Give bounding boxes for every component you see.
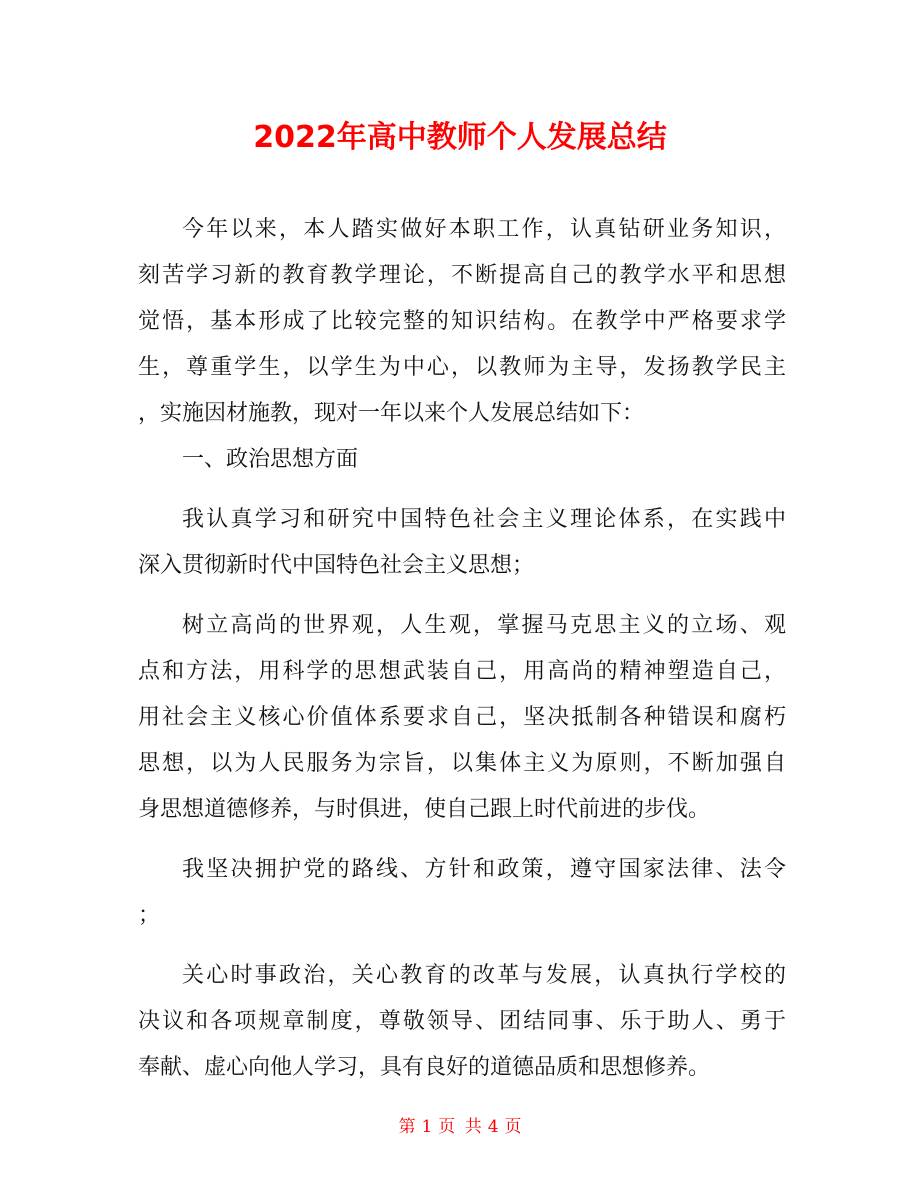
text-line: ，实施因材施教，现对一年以来个人发展总结如下： [138,401,645,426]
text-line: 树立高尚的世界观，人生观，掌握马克思主义的立场、观 [182,613,786,638]
text-line: 思想，以为人民服务为宗旨，以集体主义为原则，不断加强自 [138,751,786,776]
total-pages-number: 4 [487,1117,499,1137]
document-body [138,207,786,1091]
text-line: ； [138,903,161,928]
text-line: 用社会主义核心价值体系要求自己，坚决抵制各种错误和腐朽 [138,705,786,730]
page-label-mid: 页 共 [438,1117,482,1137]
text-line: 决议和各项规章制度，尊敬领导、团结同事、乐于助人、勇于 [138,1009,786,1034]
paragraph-study [138,497,786,589]
text-line: 今年以来，本人踏实做好本职工作，认真钻研业务知识， [182,217,786,242]
text-line: 觉悟，基本形成了比较完整的知识结构。在教学中严格要求学 [138,309,786,334]
page-footer [0,1112,920,1137]
text-line: 生，尊重学生，以学生为中心，以教师为主导，发扬教学民主 [138,355,786,380]
text-line: 点和方法，用科学的思想武装自己，用高尚的精神塑造自己， [138,659,786,684]
text-line: 关心时事政治，关心教育的改革与发展，认真执行学校的 [182,963,786,988]
text-line: 深入贯彻新时代中国特色社会主义思想； [138,553,535,578]
paragraph-worldview [138,603,786,833]
page-label-prefix: 第 [398,1117,416,1137]
current-page-number: 1 [421,1117,433,1137]
text-line: 奉献、虚心向他人学习，具有良好的道德品质和思想修养。 [138,1055,711,1080]
text-line: 身思想道德修养，与时俱进，使自己跟上时代前进的步伐。 [138,797,711,822]
paragraph-policy [138,847,786,939]
text-line: 我坚决拥护党的路线、方针和政策，遵守国家法律、法令 [182,857,786,882]
text-line: 刻苦学习新的教育教学理论，不断提高自己的教学水平和思想 [138,263,786,288]
paragraph-intro [138,207,786,437]
heading-line: 一、政治思想方面 [182,447,359,472]
page-title: 2022年高中教师个人发展总结 [253,120,667,155]
section-heading [138,437,786,483]
page-label-suffix: 页 [504,1117,522,1137]
paragraph-affairs [138,953,786,1091]
text-line: 我认真学习和研究中国特色社会主义理论体系，在实践中 [182,507,786,532]
